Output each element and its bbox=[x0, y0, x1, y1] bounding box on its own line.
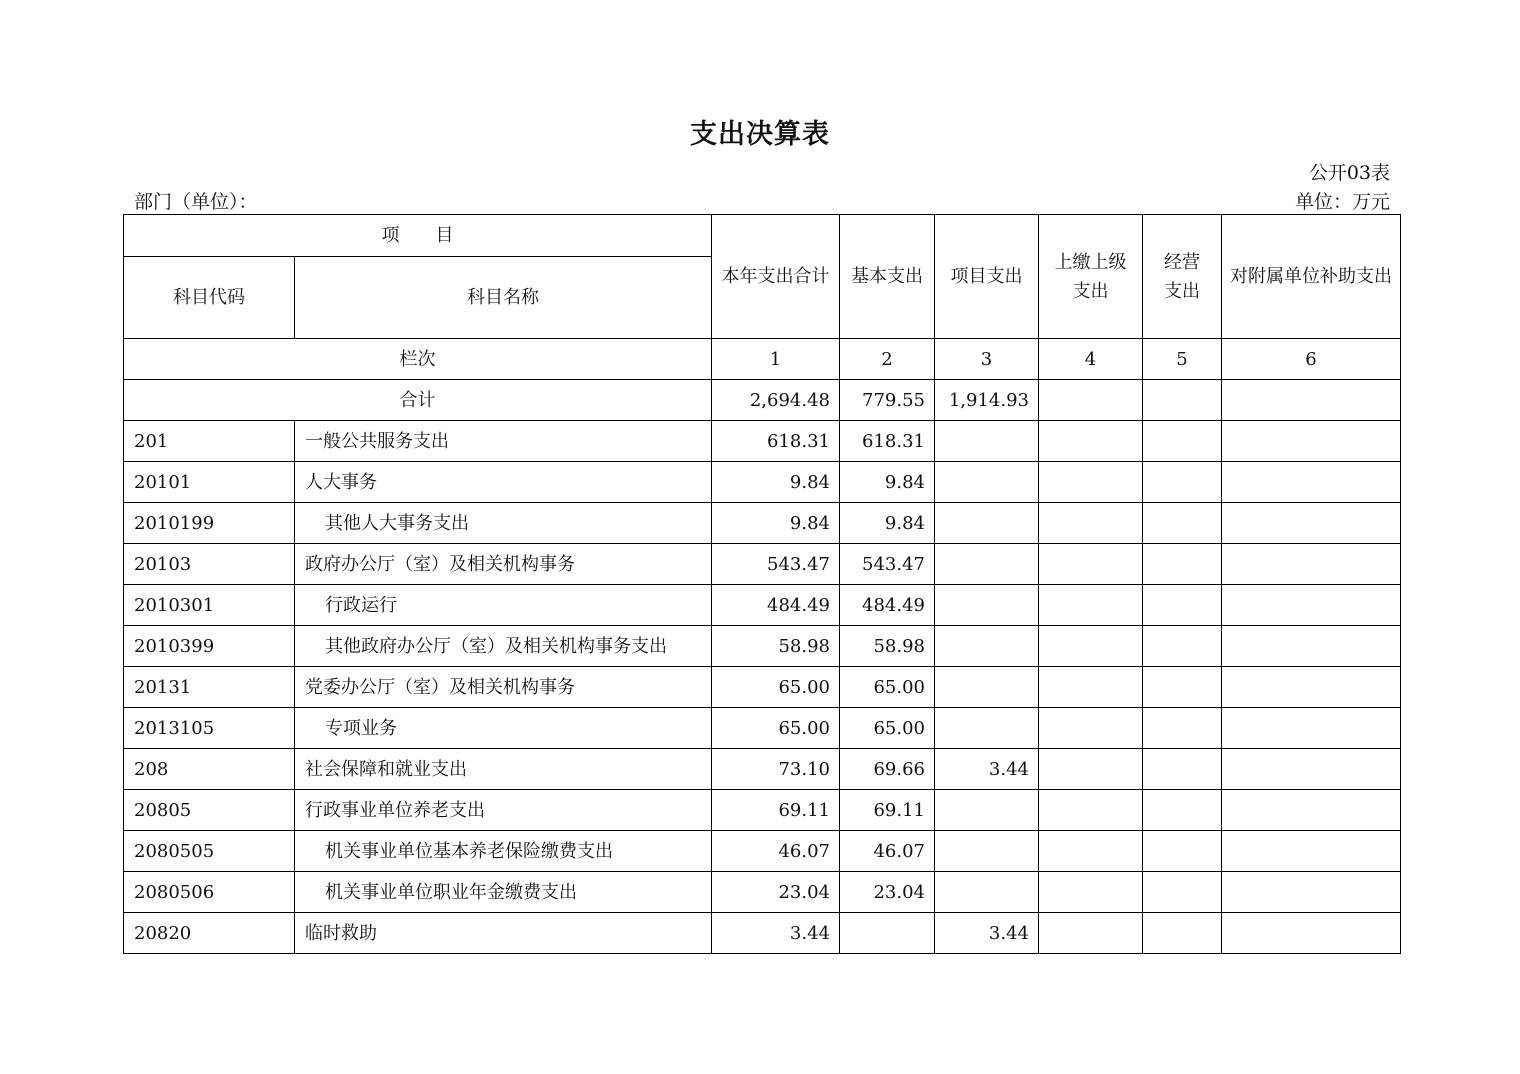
amount-business bbox=[1143, 585, 1222, 626]
amount-basic: 9.84 bbox=[840, 503, 935, 544]
amount-total: 73.10 bbox=[712, 749, 840, 790]
amount-project bbox=[935, 708, 1039, 749]
total-label: 合计 bbox=[124, 380, 712, 421]
total-business bbox=[1143, 380, 1222, 421]
column-index-cell: 4 bbox=[1039, 339, 1143, 380]
amount-project bbox=[935, 462, 1039, 503]
amount-upper bbox=[1039, 585, 1143, 626]
amount-total: 65.00 bbox=[712, 708, 840, 749]
total-basic: 779.55 bbox=[840, 380, 935, 421]
subject-name: 临时救助 bbox=[295, 913, 712, 954]
subject-code: 2013105 bbox=[124, 708, 295, 749]
header-business: 经营支出 bbox=[1143, 215, 1222, 339]
amount-upper bbox=[1039, 749, 1143, 790]
amount-business bbox=[1143, 503, 1222, 544]
column-index-cell: 5 bbox=[1143, 339, 1222, 380]
amount-business bbox=[1143, 667, 1222, 708]
total-amount: 2,694.48 bbox=[712, 380, 840, 421]
amount-subsidy bbox=[1222, 667, 1401, 708]
amount-project bbox=[935, 790, 1039, 831]
amount-project bbox=[935, 585, 1039, 626]
amount-basic: 23.04 bbox=[840, 872, 935, 913]
amount-business bbox=[1143, 544, 1222, 585]
amount-subsidy bbox=[1222, 790, 1401, 831]
amount-subsidy bbox=[1222, 421, 1401, 462]
total-subsidy bbox=[1222, 380, 1401, 421]
form-number: 公开03表 bbox=[1308, 162, 1390, 184]
amount-business bbox=[1143, 831, 1222, 872]
amount-total: 58.98 bbox=[712, 626, 840, 667]
column-index-cell: 2 bbox=[840, 339, 935, 380]
subject-code: 2080505 bbox=[124, 831, 295, 872]
column-index-label: 栏次 bbox=[124, 339, 712, 380]
amount-subsidy bbox=[1222, 913, 1401, 954]
amount-basic: 65.00 bbox=[840, 667, 935, 708]
amount-upper bbox=[1039, 790, 1143, 831]
amount-basic: 69.11 bbox=[840, 790, 935, 831]
table-row bbox=[124, 421, 1401, 462]
amount-business bbox=[1143, 790, 1222, 831]
subject-code: 208 bbox=[124, 749, 295, 790]
header-project: 项目支出 bbox=[935, 215, 1039, 339]
subject-name: 其他人大事务支出 bbox=[295, 503, 712, 544]
subject-name: 专项业务 bbox=[295, 708, 712, 749]
table-row bbox=[124, 831, 1401, 872]
amount-basic: 46.07 bbox=[840, 831, 935, 872]
amount-project bbox=[935, 544, 1039, 585]
total-row bbox=[124, 380, 1401, 421]
amount-subsidy bbox=[1222, 503, 1401, 544]
amount-project bbox=[935, 626, 1039, 667]
amount-business bbox=[1143, 462, 1222, 503]
table-row bbox=[124, 913, 1401, 954]
total-project: 1,914.93 bbox=[935, 380, 1039, 421]
subject-name: 行政运行 bbox=[295, 585, 712, 626]
subject-code: 201 bbox=[124, 421, 295, 462]
amount-basic: 58.98 bbox=[840, 626, 935, 667]
page-title: 支出决算表 bbox=[690, 119, 830, 150]
table-row bbox=[124, 585, 1401, 626]
table-row bbox=[124, 667, 1401, 708]
amount-business bbox=[1143, 913, 1222, 954]
amount-subsidy bbox=[1222, 749, 1401, 790]
amount-total: 618.31 bbox=[712, 421, 840, 462]
amount-total: 9.84 bbox=[712, 462, 840, 503]
amount-upper bbox=[1039, 831, 1143, 872]
subject-name: 人大事务 bbox=[295, 462, 712, 503]
subject-code: 20820 bbox=[124, 913, 295, 954]
amount-total: 543.47 bbox=[712, 544, 840, 585]
table-row bbox=[124, 462, 1401, 503]
amount-basic: 484.49 bbox=[840, 585, 935, 626]
amount-basic: 618.31 bbox=[840, 421, 935, 462]
subject-code: 20805 bbox=[124, 790, 295, 831]
table-row bbox=[124, 749, 1401, 790]
column-index-cell: 1 bbox=[712, 339, 840, 380]
amount-subsidy bbox=[1222, 831, 1401, 872]
table-row bbox=[124, 790, 1401, 831]
amount-subsidy bbox=[1222, 462, 1401, 503]
amount-project bbox=[935, 872, 1039, 913]
amount-project bbox=[935, 831, 1039, 872]
subject-code: 2080506 bbox=[124, 872, 295, 913]
header-total: 本年支出合计 bbox=[712, 215, 840, 339]
total-upper bbox=[1039, 380, 1143, 421]
column-index-row bbox=[124, 339, 1401, 380]
amount-upper bbox=[1039, 913, 1143, 954]
header-upper: 上缴上级支出 bbox=[1039, 215, 1143, 339]
amount-total: 65.00 bbox=[712, 667, 840, 708]
subject-name: 社会保障和就业支出 bbox=[295, 749, 712, 790]
subject-name: 政府办公厅（室）及相关机构事务 bbox=[295, 544, 712, 585]
table-row bbox=[124, 544, 1401, 585]
subject-name: 党委办公厅（室）及相关机构事务 bbox=[295, 667, 712, 708]
amount-basic bbox=[840, 913, 935, 954]
amount-upper bbox=[1039, 421, 1143, 462]
amount-project: 3.44 bbox=[935, 913, 1039, 954]
amount-basic: 69.66 bbox=[840, 749, 935, 790]
amount-business bbox=[1143, 872, 1222, 913]
amount-total: 46.07 bbox=[712, 831, 840, 872]
department-label: 部门（单位）： bbox=[134, 191, 258, 213]
amount-upper bbox=[1039, 544, 1143, 585]
expenditure-table bbox=[123, 214, 1401, 954]
unit-label: 单位：万元 bbox=[1294, 191, 1390, 213]
subject-name: 机关事业单位基本养老保险缴费支出 bbox=[295, 831, 712, 872]
amount-subsidy bbox=[1222, 544, 1401, 585]
amount-basic: 543.47 bbox=[840, 544, 935, 585]
subject-name: 机关事业单位职业年金缴费支出 bbox=[295, 872, 712, 913]
header-basic: 基本支出 bbox=[840, 215, 935, 339]
table-row bbox=[124, 708, 1401, 749]
amount-subsidy bbox=[1222, 872, 1401, 913]
amount-upper bbox=[1039, 667, 1143, 708]
subject-code: 2010399 bbox=[124, 626, 295, 667]
table-row bbox=[124, 503, 1401, 544]
amount-project bbox=[935, 421, 1039, 462]
amount-subsidy bbox=[1222, 626, 1401, 667]
subject-name: 其他政府办公厅（室）及相关机构事务支出 bbox=[295, 626, 712, 667]
header-item: 项 目 bbox=[124, 215, 712, 257]
amount-project bbox=[935, 503, 1039, 544]
amount-upper bbox=[1039, 462, 1143, 503]
header-code: 科目代码 bbox=[124, 257, 295, 339]
table-row bbox=[124, 626, 1401, 667]
amount-upper bbox=[1039, 872, 1143, 913]
amount-subsidy bbox=[1222, 585, 1401, 626]
subject-code: 2010301 bbox=[124, 585, 295, 626]
amount-total: 484.49 bbox=[712, 585, 840, 626]
amount-business bbox=[1143, 626, 1222, 667]
amount-upper bbox=[1039, 626, 1143, 667]
amount-business bbox=[1143, 749, 1222, 790]
subject-name: 行政事业单位养老支出 bbox=[295, 790, 712, 831]
header-subsidy: 对附属单位补助支出 bbox=[1222, 215, 1401, 339]
amount-total: 3.44 bbox=[712, 913, 840, 954]
amount-project: 3.44 bbox=[935, 749, 1039, 790]
table-row bbox=[124, 872, 1401, 913]
amount-basic: 65.00 bbox=[840, 708, 935, 749]
amount-total: 69.11 bbox=[712, 790, 840, 831]
amount-subsidy bbox=[1222, 708, 1401, 749]
subject-name: 一般公共服务支出 bbox=[295, 421, 712, 462]
amount-total: 9.84 bbox=[712, 503, 840, 544]
header-name: 科目名称 bbox=[295, 257, 712, 339]
amount-project bbox=[935, 667, 1039, 708]
amount-business bbox=[1143, 421, 1222, 462]
amount-upper bbox=[1039, 503, 1143, 544]
subject-code: 2010199 bbox=[124, 503, 295, 544]
subject-code: 20103 bbox=[124, 544, 295, 585]
subject-code: 20101 bbox=[124, 462, 295, 503]
amount-total: 23.04 bbox=[712, 872, 840, 913]
column-index-cell: 6 bbox=[1222, 339, 1401, 380]
amount-business bbox=[1143, 708, 1222, 749]
column-index-cell: 3 bbox=[935, 339, 1039, 380]
amount-upper bbox=[1039, 708, 1143, 749]
subject-code: 20131 bbox=[124, 667, 295, 708]
amount-basic: 9.84 bbox=[840, 462, 935, 503]
